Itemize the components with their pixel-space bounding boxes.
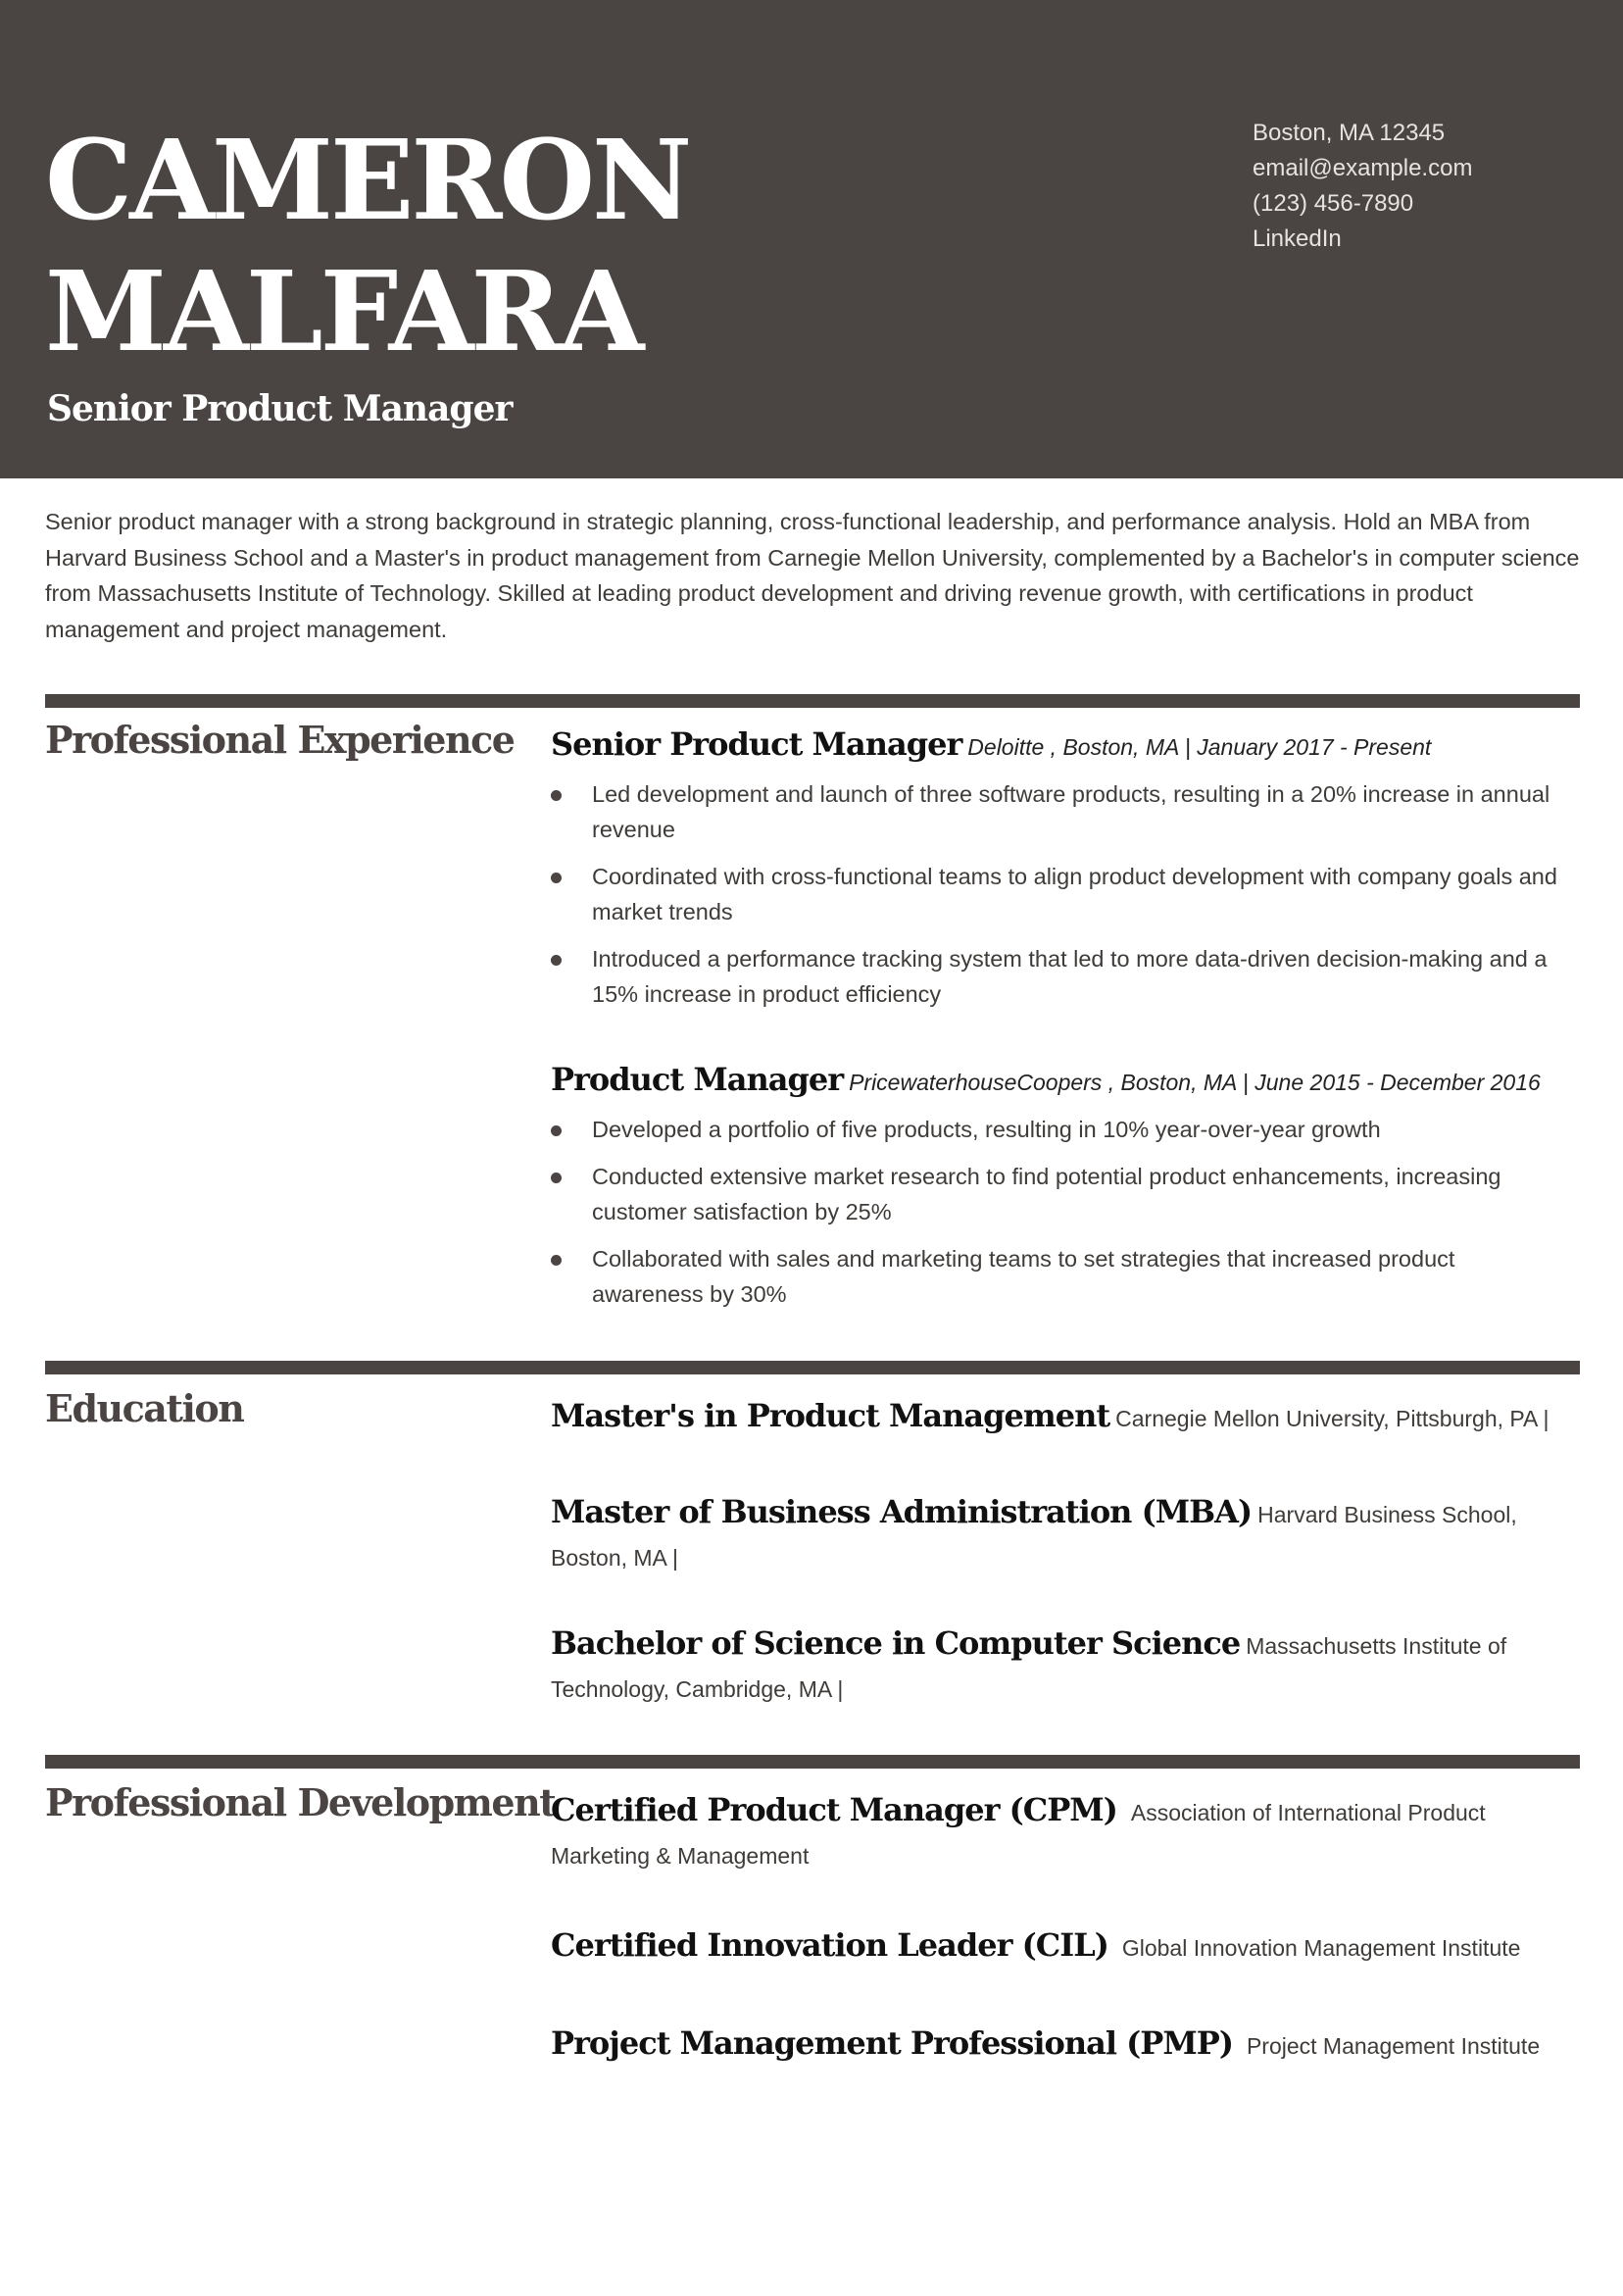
contact-linkedin[interactable]: LinkedIn (1253, 225, 1342, 252)
headline-title: Senior Product Manager (47, 388, 513, 429)
first-name: CAMERON (45, 117, 690, 245)
resume-header (0, 0, 1623, 478)
certification-issuer: Project Management Institute (1246, 2033, 1541, 2059)
certification-name: Certified Product Manager (CPM) (551, 1791, 1117, 1828)
section-divider (45, 1755, 1580, 1769)
section-title-education: Education (45, 1386, 244, 1430)
contact-location: Boston, MA 12345 (1253, 120, 1446, 146)
degree-name: Master of Business Administration (MBA) (551, 1493, 1253, 1530)
job-meta: PricewaterhouseCoopers , Boston, MA | June 2015 - December 2016 (849, 1070, 1541, 1095)
institution: Harvard Business School, Boston, MA | (551, 1502, 1517, 1571)
job-meta: Deloitte , Boston, MA | January 2017 - Present (967, 734, 1432, 760)
section-title-experience: Professional Experience (45, 718, 515, 762)
job-entry (551, 725, 1584, 1023)
section-divider (45, 694, 1580, 708)
certification-name: Certified Innovation Leader (CIL) (551, 1926, 1108, 1964)
institution: Massachusetts Institute of Technology, Cambridge, MA | (551, 1633, 1507, 1702)
list-item: Coordinated with cross-functional teams to align product development with company goals and market trends (551, 859, 1572, 929)
institution: Carnegie Mellon University, Pittsburgh, PA | (1115, 1406, 1549, 1431)
bullet-icon (551, 790, 562, 801)
section-title-development: Professional Development (45, 1780, 556, 1824)
bullet-icon (551, 955, 562, 966)
job-bullets (551, 1112, 1584, 1312)
contact-email[interactable]: email@example.com (1253, 155, 1473, 181)
bullet-icon (551, 873, 562, 883)
bullet-icon (551, 1255, 562, 1266)
professional-summary: Senior product manager with a strong background in strategic planning, cross-functional leadership, and performance analysis. Hold an MBA from Harvard Business School and a Master's in product management from Carnegie Mellon University, complemented by a Bachelor's in computer science from Massachusetts Institute of Technology. Skilled at leading product development and driving revenue growth, with certifications in product management and project management. (45, 509, 1580, 642)
list-item: Introduced a performance tracking system that led to more data-driven decision-making and a 15% increase in product efficiency (551, 941, 1572, 1012)
candidate-name (45, 116, 689, 378)
education-item (551, 1622, 1584, 1711)
education-item (551, 1490, 1584, 1579)
certification-item (551, 1923, 1584, 1970)
list-item: Led development and launch of three software products, resulting in a 20% increase in annual revenue (551, 776, 1572, 847)
bullet-icon (551, 1125, 562, 1136)
degree-name: Master's in Product Management (551, 1397, 1110, 1434)
job-bullets (551, 776, 1584, 1012)
certification-item (551, 2021, 1584, 2068)
job-entry (551, 1061, 1584, 1323)
certification-item (551, 1788, 1584, 1877)
job-role: Senior Product Manager (551, 725, 962, 763)
list-item: Collaborated with sales and marketing teams to set strategies that increased product awareness by 30% (551, 1241, 1572, 1312)
education-item (551, 1394, 1584, 1440)
certification-name: Project Management Professional (PMP) (551, 2024, 1233, 2062)
section-divider (45, 1361, 1580, 1374)
certification-issuer: Association of International Product Marketing & Management (551, 1800, 1486, 1869)
bullet-icon (551, 1173, 562, 1183)
job-role: Product Manager (551, 1061, 844, 1098)
degree-name: Bachelor of Science in Computer Science (551, 1624, 1241, 1662)
contact-info (1253, 116, 1472, 257)
list-item: Developed a portfolio of five products, resulting in 10% year-over-year growth (551, 1112, 1572, 1147)
certification-issuer: Global Innovation Management Institute (1121, 1935, 1521, 1961)
contact-phone: (123) 456-7890 (1253, 190, 1414, 217)
last-name: MALFARA (45, 248, 642, 376)
list-item: Conducted extensive market research to find potential product enhancements, increasing customer satisfaction by 25% (551, 1159, 1572, 1229)
